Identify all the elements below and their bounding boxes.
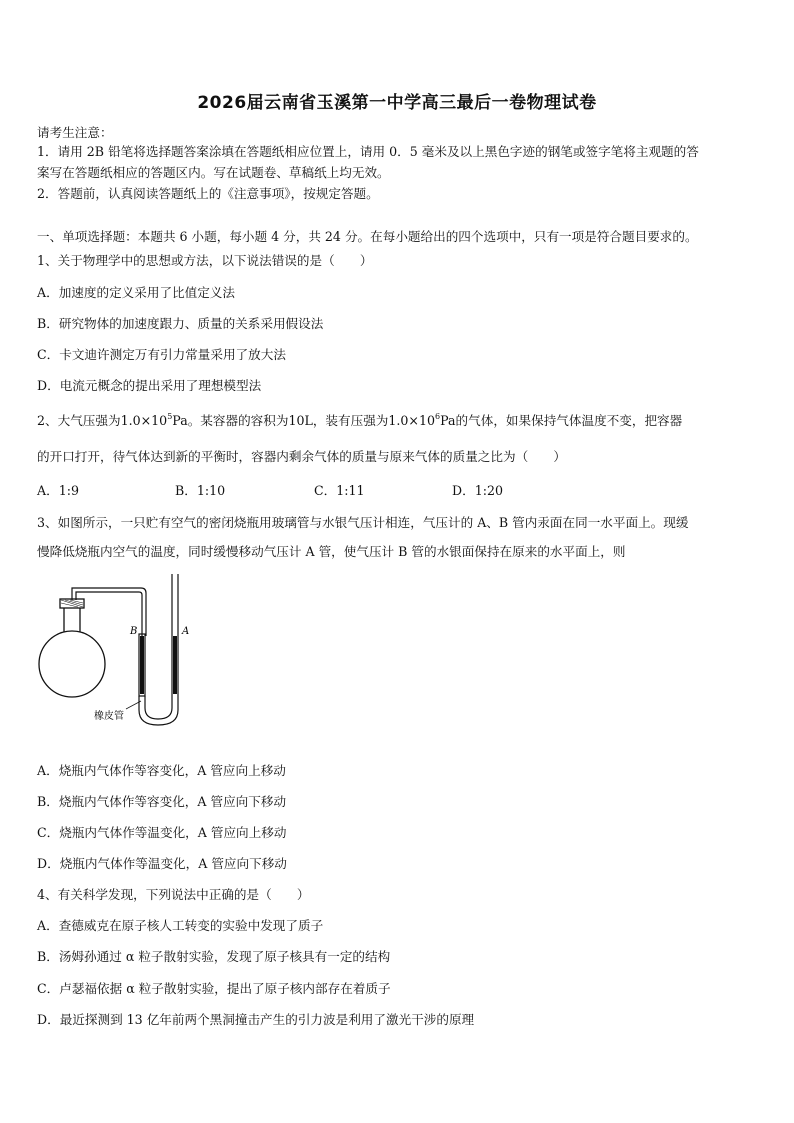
q3-option-b: B．烧瓶内气体作等容变化，A 管应向下移动 bbox=[37, 794, 287, 809]
q1-option-b: B．研究物体的加速度跟力、质量的关系采用假设法 bbox=[37, 316, 324, 331]
q4-option-b: B．汤姆孙通过 α 粒子散射实验，发现了原子核具有一定的结构 bbox=[37, 949, 391, 964]
q2-stem-b: 。某容器的容积为10L，装有压强为 bbox=[187, 413, 389, 428]
q2-p0: 1.0×10 bbox=[120, 413, 168, 428]
q1-option-a: A．加速度的定义采用了比值定义法 bbox=[37, 285, 236, 300]
q3-option-c: C．烧瓶内气体作等温变化，A 管应向上移动 bbox=[37, 825, 287, 840]
flask-icon bbox=[39, 599, 105, 697]
page-title: 2026届云南省玉溪第一中学高三最后一卷物理试卷 bbox=[197, 93, 597, 113]
q2-p1: 1.0×10 bbox=[388, 413, 436, 428]
q2-stem-a: 2、大气压强为 bbox=[37, 413, 121, 428]
q3-option-d: D．烧瓶内气体作等温变化，A 管应向下移动 bbox=[37, 856, 287, 871]
q1-option-c: C．卡文迪许测定万有引力常量采用了放大法 bbox=[37, 347, 286, 362]
q3-figure bbox=[38, 570, 198, 730]
q3-stem-line-1: 3、如图所示，一只贮有空气的密闭烧瓶用玻璃管与水银气压计相连，气压计的 A、B 管内汞面在同一水平面上。现缓 bbox=[37, 515, 689, 530]
notice-item-2: 2．答题前，认真阅读答题纸上的《注意事项》，按规定答题。 bbox=[37, 186, 379, 201]
q2-option-c: C．1:11 bbox=[314, 483, 365, 498]
label-rubber-tube: 橡皮管 bbox=[94, 711, 124, 722]
q1-option-d: D．电流元概念的提出采用了理想模型法 bbox=[37, 378, 262, 393]
q2-unit2: Pa bbox=[440, 413, 456, 428]
q2-p1-exp: 6 bbox=[435, 412, 441, 421]
label-a: A bbox=[182, 626, 190, 637]
notice-heading: 请考生注意： bbox=[37, 125, 113, 140]
q2-unit1: Pa bbox=[172, 413, 188, 428]
label-b: B bbox=[130, 626, 138, 637]
q3-option-a: A．烧瓶内气体作等容变化，A 管应向上移动 bbox=[37, 763, 286, 778]
q4-option-d: D．最近探测到 13 亿年前两个黑洞撞击产生的引力波是利用了激光干涉的原理 bbox=[37, 1012, 475, 1027]
q1-stem: 1、关于物理学中的思想或方法，以下说法错误的是（ ） bbox=[37, 253, 373, 268]
q2-stem-line-2: 的开口打开，待气体达到新的平衡时，容器内剩余气体的质量与原来气体的质量之比为（ ） bbox=[37, 449, 566, 464]
b-tube bbox=[139, 634, 145, 696]
q2-option-a: A．1:9 bbox=[37, 483, 79, 498]
q2-option-d: D．1:20 bbox=[452, 483, 503, 498]
notice-item-1-line-2: 案写在答题纸相应的答题区内。写在试题卷、草稿纸上均无效。 bbox=[37, 165, 390, 180]
q4-option-a: A．查德威克在原子核人工转变的实验中发现了质子 bbox=[37, 918, 324, 933]
q4-option-c: C．卢瑟福依据 α 粒子散射实验，提出了原子核内部存在着质子 bbox=[37, 981, 391, 996]
q2-stem-line-1 bbox=[37, 410, 759, 429]
q4-stem: 4、有关科学发现，下列说法中正确的是（ ） bbox=[37, 887, 310, 902]
q3-stem-line-2: 慢降低烧瓶内空气的温度，同时缓慢移动气压计 A 管，使气压计 B 管的水银面保持在原来的水平面上，则 bbox=[37, 544, 626, 559]
q2-option-b: B．1:10 bbox=[175, 483, 226, 498]
q2-p0-exp: 5 bbox=[167, 412, 173, 421]
notice-item-1-line-1: 1．请用 2B 铅笔将选择题答案涂填在答题纸相应位置上，请用 0．5 毫米及以上黑色字迹的钢笔或签字笔将主观题的答 bbox=[37, 144, 699, 159]
a-tube bbox=[172, 574, 178, 696]
section-1-heading: 一、单项选择题：本题共 6 小题，每小题 4 分，共 24 分。在每小题给出的四个选项中，只有一项是符合题目要求的。 bbox=[37, 229, 698, 244]
q2-stem-c: 的气体，如果保持气体温度不变，把容器 bbox=[455, 413, 683, 428]
rubber-tube bbox=[139, 696, 178, 725]
